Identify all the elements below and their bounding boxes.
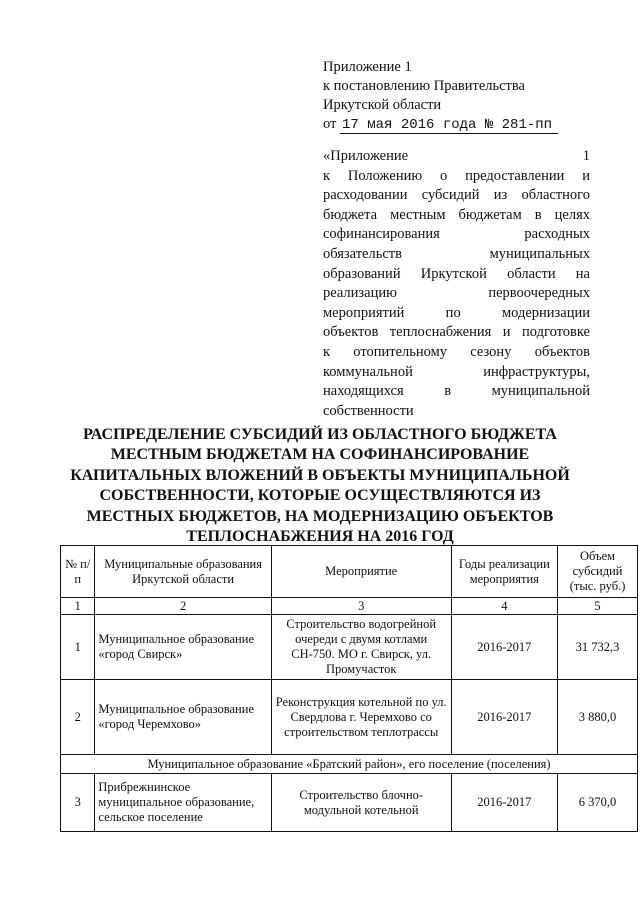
section-title: Муниципальное образование «Братский район», его поселение (поселения) — [61, 755, 638, 774]
regulation-line: к Положению о предоставлении и — [323, 167, 590, 184]
regulation-line: коммунальной инфраструктуры, — [323, 363, 590, 380]
section-row — [61, 755, 638, 774]
header-years: Годы реализации мероприятия — [451, 546, 558, 598]
header-amount: Объем субсидий (тыс. руб.) — [558, 546, 638, 598]
regulation-line: собственности — [323, 402, 414, 419]
regulation-line: находящихся в муниципальной — [323, 383, 590, 400]
title-line: МЕСТНЫМ БЮДЖЕТАМ НА СОФИНАНСИРОВАНИЕ — [110, 446, 530, 464]
row-measure: Строительство блочно-модульной котельной — [271, 774, 451, 832]
table-row — [61, 615, 638, 680]
title-line: КАПИТАЛЬНЫХ ВЛОЖЕНИЙ В ОБЪЕКТЫ МУНИЦИПАЛЬНОЙ — [70, 466, 570, 484]
date-prefix: от — [323, 116, 337, 132]
title-line: МЕСТНЫХ БЮДЖЕТОВ, НА МОДЕРНИЗАЦИЮ ОБЪЕКТОВ — [86, 507, 554, 525]
header-no: № п/п — [61, 546, 95, 598]
column-number: 1 — [61, 598, 95, 615]
table-row — [61, 774, 638, 832]
regulation-line: реализацию первоочередных — [323, 285, 590, 302]
row-measure: Реконструкция котельной по ул. Свердлова г. Черемхово со строительством теплотрассы — [271, 680, 451, 755]
decree-date-line — [323, 115, 593, 135]
header-municipality: Муниципальные образования Иркутской области — [95, 546, 271, 598]
row-amount: 6 370,0 — [558, 774, 638, 832]
column-number: 2 — [95, 598, 271, 615]
table-header-row — [61, 546, 638, 598]
decree-reference: к постановлению Правительства — [323, 78, 525, 94]
row-municipality: Муниципальное образование «город Свирск» — [95, 615, 271, 680]
row-municipality: Муниципальное образование «город Черемхово» — [95, 680, 271, 755]
row-years: 2016-2017 — [451, 680, 558, 755]
column-number: 3 — [271, 598, 451, 615]
appendix-header — [323, 58, 593, 135]
column-number: 4 — [451, 598, 558, 615]
regulation-line: объектов теплоснабжения и подготовке — [323, 324, 590, 341]
regulation-line: бюджета местным бюджетам в целях — [323, 206, 590, 223]
regulation-line: обязательств муниципальных — [323, 245, 590, 262]
column-number-row — [61, 598, 638, 615]
regulation-line: софинансирования расходных — [323, 226, 590, 243]
row-number: 2 — [61, 680, 95, 755]
document-title — [40, 425, 600, 547]
regulation-line: к отопительному сезону объектов — [323, 343, 590, 360]
subsidy-table — [60, 545, 638, 832]
row-number: 3 — [61, 774, 95, 832]
row-municipality: Прибрежнинское муниципальное образование, сельское поселение — [95, 774, 271, 832]
row-years: 2016-2017 — [451, 774, 558, 832]
column-number: 5 — [558, 598, 638, 615]
regulation-line: расходовании субсидий из областного — [323, 187, 590, 204]
row-years: 2016-2017 — [451, 615, 558, 680]
row-number: 1 — [61, 615, 95, 680]
table-row — [61, 680, 638, 755]
row-measure: Строительство водогрейной очереди с двумя котлами СН-750. МО г. Свирск, ул. Промучасток — [271, 615, 451, 680]
regulation-line: мероприятий по модернизации — [323, 304, 590, 321]
regulation-reference — [323, 147, 590, 421]
title-line: СОБСТВЕННОСТИ, КОТОРЫЕ ОСУЩЕСТВЛЯЮТСЯ ИЗ — [99, 487, 541, 505]
region-name: Иркутской области — [323, 97, 442, 113]
decree-date: 17 мая 2016 года № 281-пп — [340, 117, 558, 134]
title-line: ТЕПЛОСНАБЖЕНИЯ НА 2016 ГОД — [186, 528, 454, 546]
regulation-line: образований Иркутской области на — [323, 265, 590, 282]
title-line: РАСПРЕДЕЛЕНИЕ СУБСИДИЙ ИЗ ОБЛАСТНОГО БЮДЖЕТА — [83, 426, 557, 443]
header-measure: Мероприятие — [271, 546, 451, 598]
appendix-label: Приложение 1 — [323, 59, 412, 75]
regulation-line: «Приложение 1 — [323, 148, 590, 164]
row-amount: 31 732,3 — [558, 615, 638, 680]
row-amount: 3 880,0 — [558, 680, 638, 755]
